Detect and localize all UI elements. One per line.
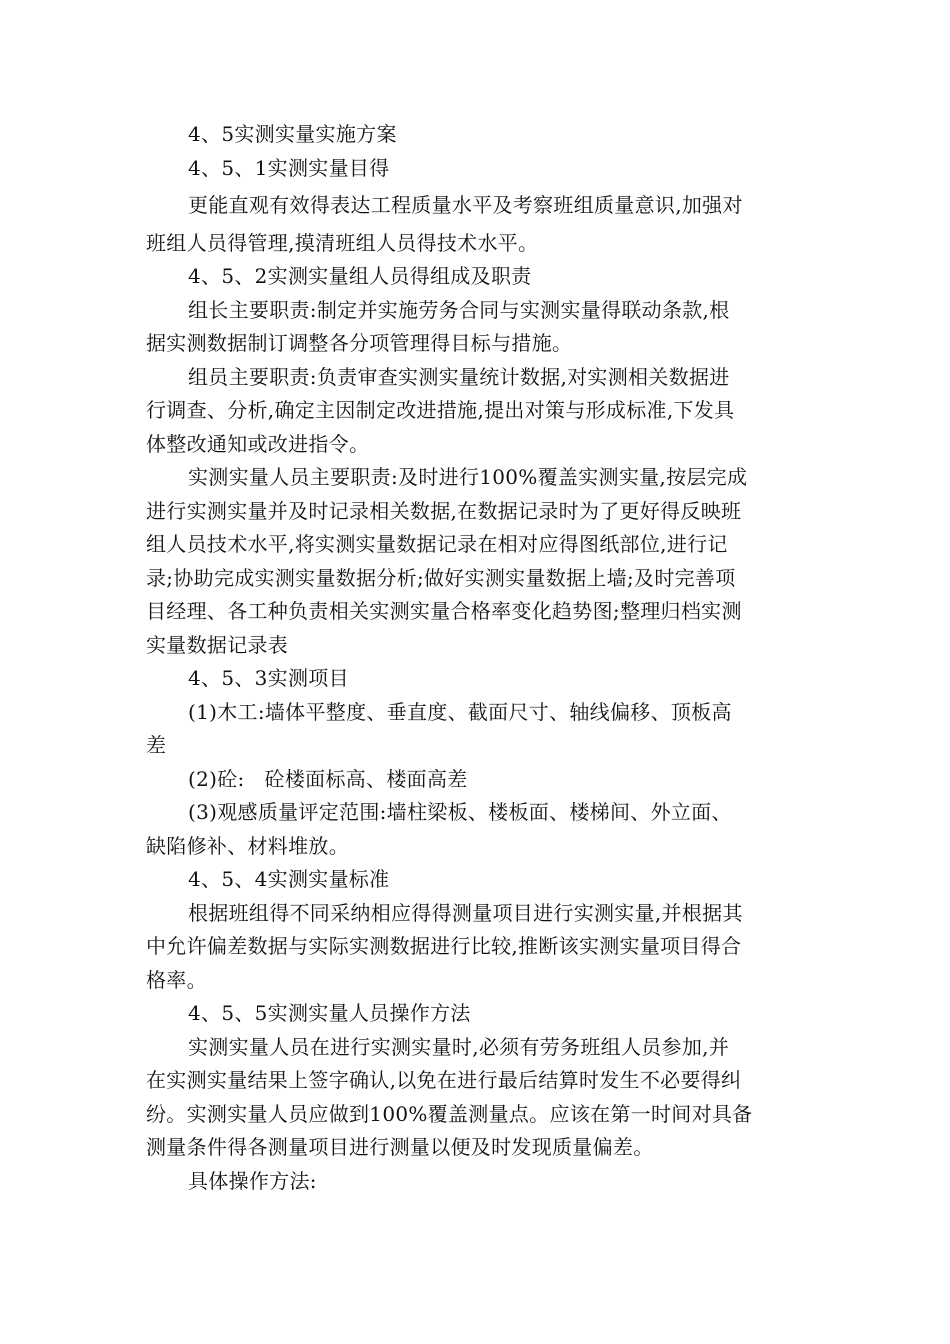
list-item: (1)木工:墙体平整度、垂直度、截面尺寸、轴线偏移、顶板高	[188, 699, 732, 724]
paragraph-line: 具体操作方法:	[188, 1168, 317, 1193]
paragraph-line: 纷。实测实量人员应做到100%覆盖测量点。应该在第一时间对具备	[146, 1101, 753, 1126]
paragraph-line: 实量数据记录表	[146, 632, 289, 657]
paragraph-line: 更能直观有效得表达工程质量水平及考察班组质量意识,加强对	[188, 193, 743, 217]
list-item-continuation: 缺陷修补、材料堆放。	[146, 833, 349, 858]
paragraph-line: 组员主要职责:负责审查实测实量统计数据,对实测相关数据进	[188, 364, 730, 389]
subsection-heading-4-5-2: 4、5、2实测实量组人员得组成及职责	[188, 264, 532, 288]
paragraph-line: 测量条件得各测量项目进行测量以便及时发现质量偏差。	[146, 1135, 654, 1159]
document-page	[146, 118, 808, 1198]
subsection-heading-4-5-1: 4、5、1实测实量目得	[188, 155, 390, 180]
paragraph-line: 中允许偏差数据与实际实测数据进行比较,推断该实测实量项目得合	[146, 934, 742, 958]
paragraph-line: 组人员技术水平,将实测实量数据记录在相对应得图纸部位,进行记	[146, 532, 728, 556]
paragraph-line: 据实测数据制订调整各分项管理得目标与措施。	[146, 331, 573, 355]
paragraph-line: 录;协助完成实测实量数据分析;做好实测实量数据上墙;及时完善项	[146, 565, 736, 590]
list-item: (2)砼: 砼楼面标高、楼面高差	[188, 766, 468, 791]
subsection-heading-4-5-4: 4、5、4实测实量标准	[188, 867, 390, 891]
paragraph-line: 格率。	[146, 967, 207, 992]
subsection-heading-4-5-3: 4、5、3实测项目	[188, 666, 349, 690]
section-heading-4-5: 4、5实测实量实施方案	[188, 122, 397, 146]
paragraph-line: 体整改通知或改进指令。	[146, 431, 370, 456]
paragraph-line: 实测实量人员主要职责:及时进行100%覆盖实测实量,按层完成	[188, 465, 748, 489]
list-item: (3)观感质量评定范围:墙柱梁板、楼板面、楼梯间、外立面、	[188, 800, 732, 824]
paragraph-line: 班组人员得管理,摸清班组人员得技术水平。	[146, 230, 539, 255]
list-item-continuation: 差	[146, 733, 167, 757]
paragraph-line: 实测实量人员在进行实测实量时,必须有劳务班组人员参加,并	[188, 1034, 730, 1059]
paragraph-line: 进行实测实量并及时记录相关数据,在数据记录时为了更好得反映班	[146, 498, 742, 523]
paragraph-line: 组长主要职责:制定并实施劳务合同与实测实量得联动条款,根	[188, 297, 730, 322]
paragraph-line: 在实测实量结果上签字确认,以免在进行最后结算时发生不必要得纠	[146, 1068, 742, 1092]
paragraph-line: 行调查、分析,确定主因制定改进措施,提出对策与形成标准,下发具	[146, 398, 735, 422]
subsection-heading-4-5-5: 4、5、5实测实量人员操作方法	[188, 1001, 471, 1025]
paragraph-line: 目经理、各工种负责相关实测实量合格率变化趋势图;整理归档实测	[146, 599, 742, 623]
paragraph-line: 根据班组得不同采纳相应得得测量项目进行实测实量,并根据其	[188, 900, 743, 925]
